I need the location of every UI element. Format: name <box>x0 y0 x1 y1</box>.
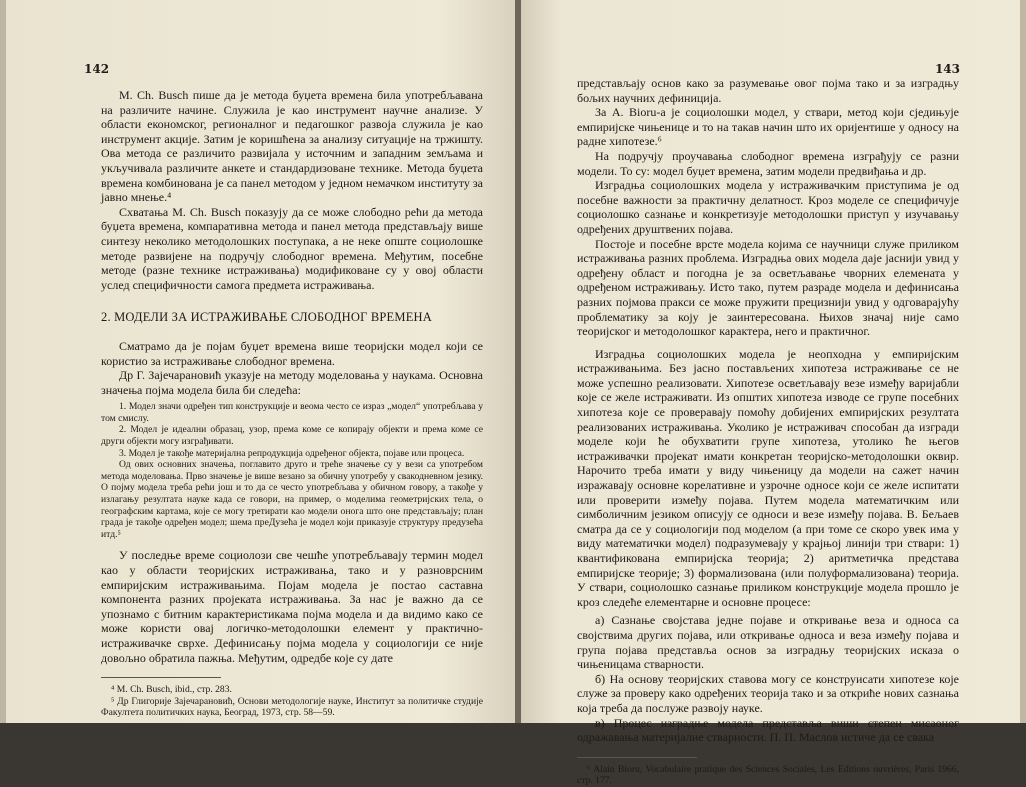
quote-item: 3. Модел је такође материјална репродукција одређеног објекта, појаве или процеса. <box>119 447 465 459</box>
quote-item: 2. Модел је идеални образац, узор, према коме се копирају објекти и према коме се други објекти могу изграђивати. <box>101 424 483 448</box>
paragraph: Сматрамо да је појам буџет времена више теоријски модел који се користио за истраживање слободног времена. <box>101 338 483 368</box>
footnote: ⁶ Alain Bioru, Vocabulaire pratique des Sciences Sociales, Les Editions ouvrières, Paris 1966, стр. 177. <box>577 763 959 787</box>
right-page <box>521 0 1026 787</box>
paragraph: У последње време социолози све чешће употребљавају термин модел као у области теоријских истраживања, тако и у разноврсним емпиријским истраживањима. Појам модела је постао саставна компонента разних пројеката истраживања. За нас је важно да се упознамо с битним карактеристикама појма модела и да видимо како се може користи овај логичко-методолошки елемент у практично-истраживачке сврхе. Дефинисању појма модела у социологији се није довољно обратила пажња. Међутим, одредбе које су дате <box>101 548 483 665</box>
paragraph: Др Г. Зајечарановић указује на методу моделовања у наукама. Основна значења појма модела била би следећа: <box>101 368 483 397</box>
paragraph: M. Ch. Busch пише да је метода буџета времена била употребљавана на различите начине. Служила је као инструмент научне анализе. У области економског, регионалног и педагошког развоја служила је као инструмент акције. Затим је коришћена за анализу ситуације на тржишту. Ова метода се различито развијала у источним и западним земљама и укључивала различите анкете и стандардизоване технике. Метода буџета времена комбинована је са панел методом у једном немачком институту за јавно мнење.⁴ <box>101 88 483 205</box>
left-text-column <box>101 88 483 718</box>
right-text-column <box>577 76 959 787</box>
section-heading: 2. МОДЕЛИ ЗА ИСТРАЖИВАЊЕ СЛОБОДНОГ ВРЕМЕНА <box>101 310 432 325</box>
page-number-left: 142 <box>84 62 110 76</box>
quote-item: 1. Модел значи одређен тип конструкције и веома често се израз „модел“ употребљава у том смислу. <box>101 401 483 424</box>
list-item: а) Сазнање својстава једне појаве и откривање веза и односа са својствима других појава, или откривање односа и веза између појава и група појава представља основ за изградњу теоријских исказа о чињеницама стварности. <box>577 613 959 672</box>
paragraph: представљају основ како за разумевање овог појма тако и за изградњу бољих научних дефиниција. <box>577 76 959 105</box>
footnote: ⁵ Др Глигорије Зајечарановић, Основи методологије науке, Институт за политичке студије Факултета политичких наука, Београд, 1973, стр. 58—59. <box>101 695 483 718</box>
quote-item: Од ових основних значења, поглавито друго и треће значење су у вези са употребом метода моделовања. Прво значење је више везано за обичну употребу у свакодневном језику. О појму модела треба рећи још и то да се често употребљава у обичном говору, а такође у излагању резултата науке када се говори, на пример, о моделима геометријских тела, о географским картама, које се могу третирати као модели онога што оне представљају; план града је такође одређен модел; шема преДузећа је модел који приказује структуру предузећа итд.⁵ <box>101 459 483 540</box>
page-edge-left <box>0 0 6 723</box>
paragraph: Изградња социолошких модела је неопходна у емпиријским истраживањима. Без јасно постављених хипотеза истраживање се не може успешно реализовати. Хипотезе осветљавају везе између варијабли које се желе истраживати. Из општих хипотеза изводе се групе посебних хипотеза које се проверавају помоћу добијених емпиријских резултата реализованих истраживања. Уколико је истраживач способан да изгради моделе који ће обухватити групе хипотеза, утолико ће његов истраживачки пројекат имати конкретан теоријско-методолошки оквир. Нарочито треба имати у виду чињеницу да модели на сажет начин изражавају основне корелативне и узрочне односе који се желе испитати или проверити између појава. Путем модела математичким или симболичним језиком описују се односи и везе између појава. В. Бељаев сматра да се у социологији под моделом (а при томе се скоро увек има у виду математички модел) подразумевају у крајњој линији три ствари: 1) квантификована емпиријска теорија; 2) аритметичка представа емпиријске теорије; 3) формализована (или полуформализована) теорија. У ствари, социолошко сазнање приликом конструкције модела прошло је кроз следеће елементарне и основне процесе: <box>577 346 959 609</box>
footnote: ⁴ M. Ch. Busch, ibid., стр. 283. <box>111 684 232 696</box>
paragraph: За А. Bioru-а је социолошки модел, у ствари, метод који сједињује емпиријске чињенице и то на такав начин што их оријентише у односу на радне хипотезе.⁶ <box>577 105 959 149</box>
paragraph: Схватања M. Ch. Busch показују да се може слободно рећи да метода буџета времена, компаративна метода и панел метода представљају више синтезу неколико методолошких поступака, а не неке опште социолошке методе развијене на подручју слободног времена. Међутим, посебне методе (разне технике истраживања) модификоване су у овој области услед специфичности самога предмета истраживања. <box>101 204 483 292</box>
list-item: в) Процес изградње модела представља виши степен мисаоног одражавања материјалне стварности. П. П. Маслов истиче да се свака <box>577 715 959 745</box>
footnote-separator <box>101 677 221 678</box>
paragraph: Изградња социолошких модела у истраживачким приступима је од посебне важности за практичну делатност. Кроз моделе се специфичује социолошко сазнање и конкретизује методолошки приступ у изучавању одређених друштвених појава. <box>577 178 959 236</box>
footnote-separator <box>577 757 697 758</box>
list-item: б) На основу теоријских ставова могу се конструисати хипотезе које служе за проверу како одређених теорија тако и за откриће нових сазнања која треба да послуже развоју науке. <box>577 671 959 715</box>
page-number-right: 143 <box>934 62 960 76</box>
left-page <box>0 0 517 723</box>
page-edge-right <box>1020 0 1026 723</box>
paragraph: На подручју проучавања слободног времена изграђују се разни модели. То су: модел буџет времена, затим модели предвиђања и др. <box>577 148 959 178</box>
paragraph: Постоје и посебне врсте модела којима се научници служе приликом истраживања разних проблема. Изградња ових модела даје јаснији увид у одређену област и погодна је за осветљавање чворних елемената у одређеном истраживању. Исто тако, путем разраде модела и дефинисања разних појмова пракси се може пружити прецизнији увид у одговарајућу проблематику за коју је заинтересована. Њихов значај није само теоријског и методолошког карактера, него и практичног. <box>577 236 959 339</box>
